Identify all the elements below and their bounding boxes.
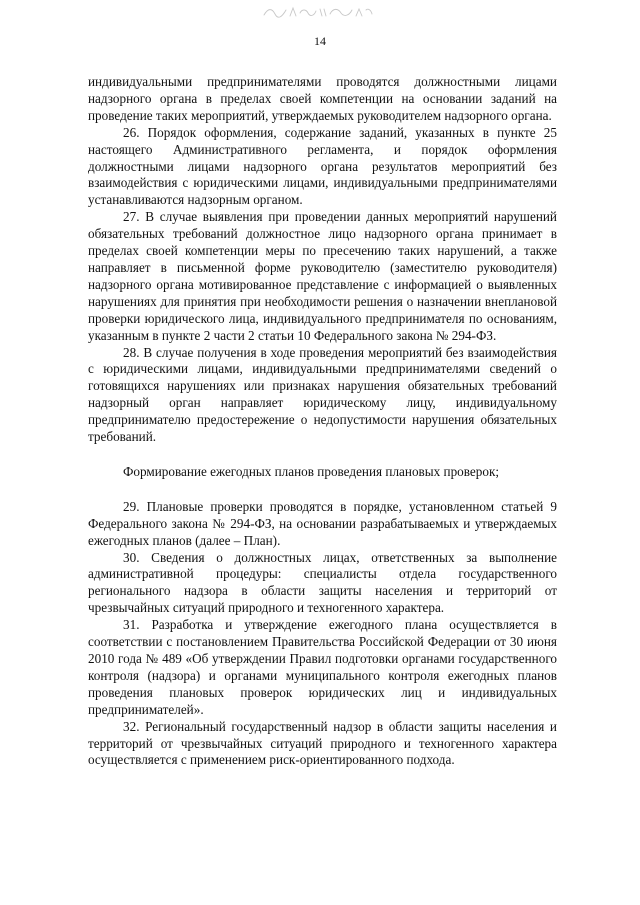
page-number: 14 [314,34,326,48]
document-body [88,74,557,769]
paragraph-26: 26. Порядок оформления, содержание заданий, указанных в пункте 25 настоящего Административного регламента, и порядок оформления должностными лицами надзорного органа результатов мероприятий без взаимодействия с юридическими лицами, индивидуальными предпринимателями устанавливаются надзорным органом. [88,124,557,208]
paragraph-32: 32. Региональный государственный надзор в области защиты населения и территорий от чрезвычайных ситуаций природного и техногенного характера осуществляется с применением риск-ориентированного подхода. [88,718,557,768]
paragraph-continuation: индивидуальными предпринимателями проводятся должностными лицами надзорного органа в пределах своей компетенции на основании заданий на проведение таких мероприятий, утверждаемых руководителем надзорного органа. [88,74,557,123]
paragraph-29: 29. Плановые проверки проводятся в порядке, установленном статьей 9 Федерального закона № 294-ФЗ, на основании разрабатываемых и утверждаемых ежегодных планов (далее – План). [88,498,557,548]
paragraph-30: 30. Сведения о должностных лицах, ответственных за выполнение административной процедуры: специалисты отдела государственного регионального надзора в области защиты населения и территорий от чрезвычайных ситуаций природного и техногенного характера. [88,549,557,616]
paragraph-28: 28. В случае получения в ходе проведения мероприятий без взаимодействия с юридическими лицами, индивидуальными предпринимателями сведений о готовящихся нарушениях или признаках нарушения обязательных требований надзорный орган направляет юридическому лицу, индивидуальному предпринимателю предостережение о недопустимости нарушения обязательных требований. [88,344,557,445]
faded-stamp-mark [262,4,374,20]
paragraph-27: 27. В случае выявления при проведении данных мероприятий нарушений обязательных требований должностное лицо надзорного органа принимает в пределах своей компетенции меры по пресечению таких нарушений, а также направляет в письменной форме руководителю (заместителю руководителя) надзорного органа мотивированное представление с информацией о выявленных нарушениях для принятия при необходимости решения о назначении внеплановой проверки юридического лица, индивидуального предпринимателя по основаниям, указанным в пункте 2 части 2 статьи 10 Федерального закона № 294-ФЗ. [88,209,557,343]
section-heading: Формирование ежегодных планов проведения плановых проверок; [123,463,500,479]
paragraph-31: 31. Разработка и утверждение ежегодного плана осуществляется в соответствии с постановлением Правительства Российской Федерации от 30 июня 2010 года № 489 «Об утверждении Правил подготовки органами государственного контроля (надзора) и органами муниципального контроля ежегодных планов проведения плановых проверок юридических лиц и индивидуальных предпринимателей». [88,617,557,717]
